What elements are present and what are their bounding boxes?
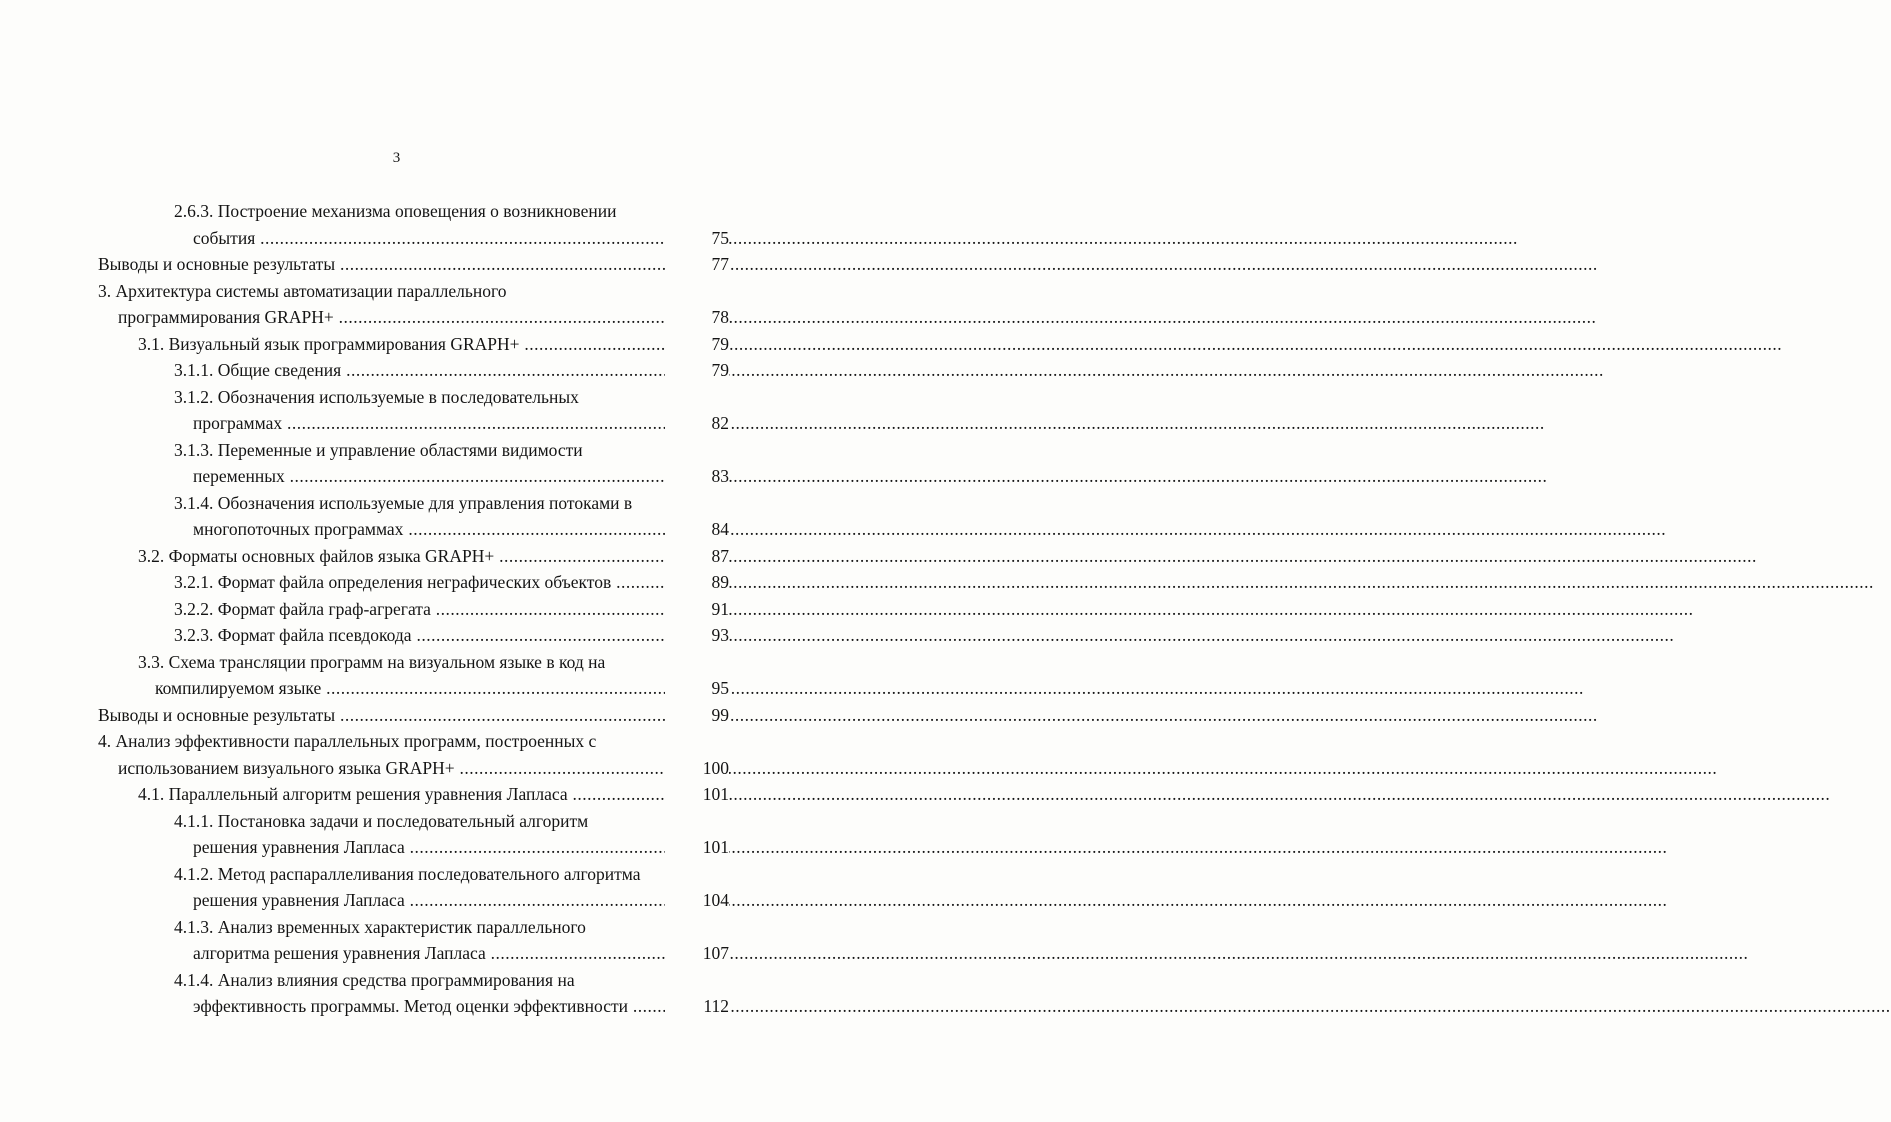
toc-entry[interactable] (0, 622, 793, 649)
toc-entry-title: использованием визуального языка GRAPH+ ..... (118, 758, 1717, 778)
toc-entry-title: 3.2.2. Формат файла граф-агрегата ..... (174, 599, 1694, 619)
toc-page-number: 77 (665, 251, 729, 278)
toc-page-number: 79 (665, 331, 729, 358)
toc-entry-title: 3.2.1. Формат файла определения неграфических объектов ..... (174, 572, 1874, 592)
toc-entry-title: события ..... (193, 228, 1518, 248)
toc-entry[interactable] (0, 543, 793, 570)
table-of-contents (0, 198, 793, 1020)
toc-entry-title: компилируемом языке ..... (155, 678, 1584, 698)
toc-entry-title: 4.1.4. Анализ влияния средства программирования на (174, 969, 575, 990)
toc-entry[interactable] (0, 198, 793, 251)
toc-entry-title: решения уравнения Лапласа ..... (193, 837, 1667, 857)
toc-page-number: 101 (665, 834, 729, 861)
toc-page-number: 93 (665, 622, 729, 649)
page-number: 3 (392, 150, 401, 166)
toc-entry-title: 3.1.3. Переменные и управление областями видимости (174, 439, 583, 460)
toc-entry-title: 3.2.3. Формат файла псевдокода ..... (174, 625, 1674, 645)
toc-entry[interactable] (0, 808, 793, 861)
toc-entry-title: 4.1.2. Метод распараллеливания последовательного алгоритма (174, 863, 641, 884)
toc-entry-title: 2.6.3. Построение механизма оповещения о возникновении (174, 201, 617, 221)
toc-entry-title: 4. Анализ эффективности параллельных программ, построенных с (98, 731, 597, 751)
toc-entry[interactable] (0, 437, 793, 490)
toc-entry-title: 4.1.1. Постановка задачи и последовательный алгоритм (174, 810, 589, 831)
toc-page-number: 107 (665, 940, 729, 967)
toc-entry-title: переменных ..... (193, 466, 1547, 486)
toc-entry-title: Выводы и основные результаты ..... (98, 254, 1598, 274)
toc-entry-title: многопоточных программах ..... (193, 519, 1666, 539)
toc-entry-title: 3. Архитектура системы автоматизации параллельного (98, 280, 507, 301)
toc-page-number: 87 (665, 543, 729, 570)
toc-page-number: 95 (665, 675, 729, 702)
toc-entry[interactable] (0, 781, 793, 808)
toc-entry-title: программах ..... (193, 413, 1545, 433)
toc-entry-title: 4.1. Параллельный алгоритм решения уравнения Лапласа ..... (138, 784, 1830, 804)
toc-page-number: 104 (665, 887, 729, 914)
toc-page-number: 112 (665, 993, 729, 1020)
toc-entry[interactable] (0, 967, 793, 1020)
toc-page-number: 84 (665, 516, 729, 543)
toc-entry-title: алгоритма решения уравнения Лапласа ..... (193, 943, 1748, 963)
toc-entry[interactable] (0, 384, 793, 437)
toc-entry[interactable] (0, 702, 793, 729)
toc-entry[interactable] (0, 490, 793, 543)
toc-entry[interactable] (0, 251, 793, 278)
toc-page-number: 82 (665, 410, 729, 437)
toc-page-number: 91 (665, 596, 729, 623)
toc-entry[interactable] (0, 649, 793, 702)
toc-entry-title: 3.2. Форматы основных файлов языка GRAPH+ ..... (138, 546, 1757, 566)
toc-entry-title: эффективность программы. Метод оценки эффективности ..... (193, 996, 1891, 1016)
toc-entry-title: Выводы и основные результаты ..... (98, 705, 1598, 725)
toc-entry[interactable] (0, 569, 793, 596)
toc-entry[interactable] (0, 357, 793, 384)
toc-entry[interactable] (0, 596, 793, 623)
toc-entry[interactable] (0, 331, 793, 358)
toc-entry-title: 3.1. Визуальный язык программирования GRAPH+ ..... (138, 334, 1782, 354)
toc-page-number: 79 (665, 357, 729, 384)
toc-entry-title: 3.1.1. Общие сведения ..... (174, 360, 1604, 380)
toc-entry-title: 4.1.3. Анализ временных характеристик параллельного (174, 916, 586, 937)
toc-page-number: 89 (665, 569, 729, 596)
toc-entry-title: решения уравнения Лапласа ..... (193, 890, 1667, 910)
toc-page-number: 75 (665, 225, 729, 252)
toc-page-number: 100 (665, 755, 729, 782)
toc-page-number: 101 (665, 781, 729, 808)
toc-entry-title: программирования GRAPH+ ..... (118, 307, 1596, 327)
toc-entry-title: 3.3. Схема трансляции программ на визуальном языке в код на (138, 651, 606, 672)
toc-entry-title: 3.1.4. Обозначения используемые для управления потоками в (174, 492, 633, 513)
toc-entry[interactable] (0, 278, 793, 331)
toc-page-number: 83 (665, 463, 729, 490)
toc-entry[interactable] (0, 861, 793, 914)
toc-entry[interactable] (0, 728, 793, 781)
toc-page-number: 78 (665, 304, 729, 331)
toc-entry[interactable] (0, 914, 793, 967)
toc-entry-title: 3.1.2. Обозначения используемые в последовательных (174, 386, 579, 407)
toc-page-number: 99 (665, 702, 729, 729)
